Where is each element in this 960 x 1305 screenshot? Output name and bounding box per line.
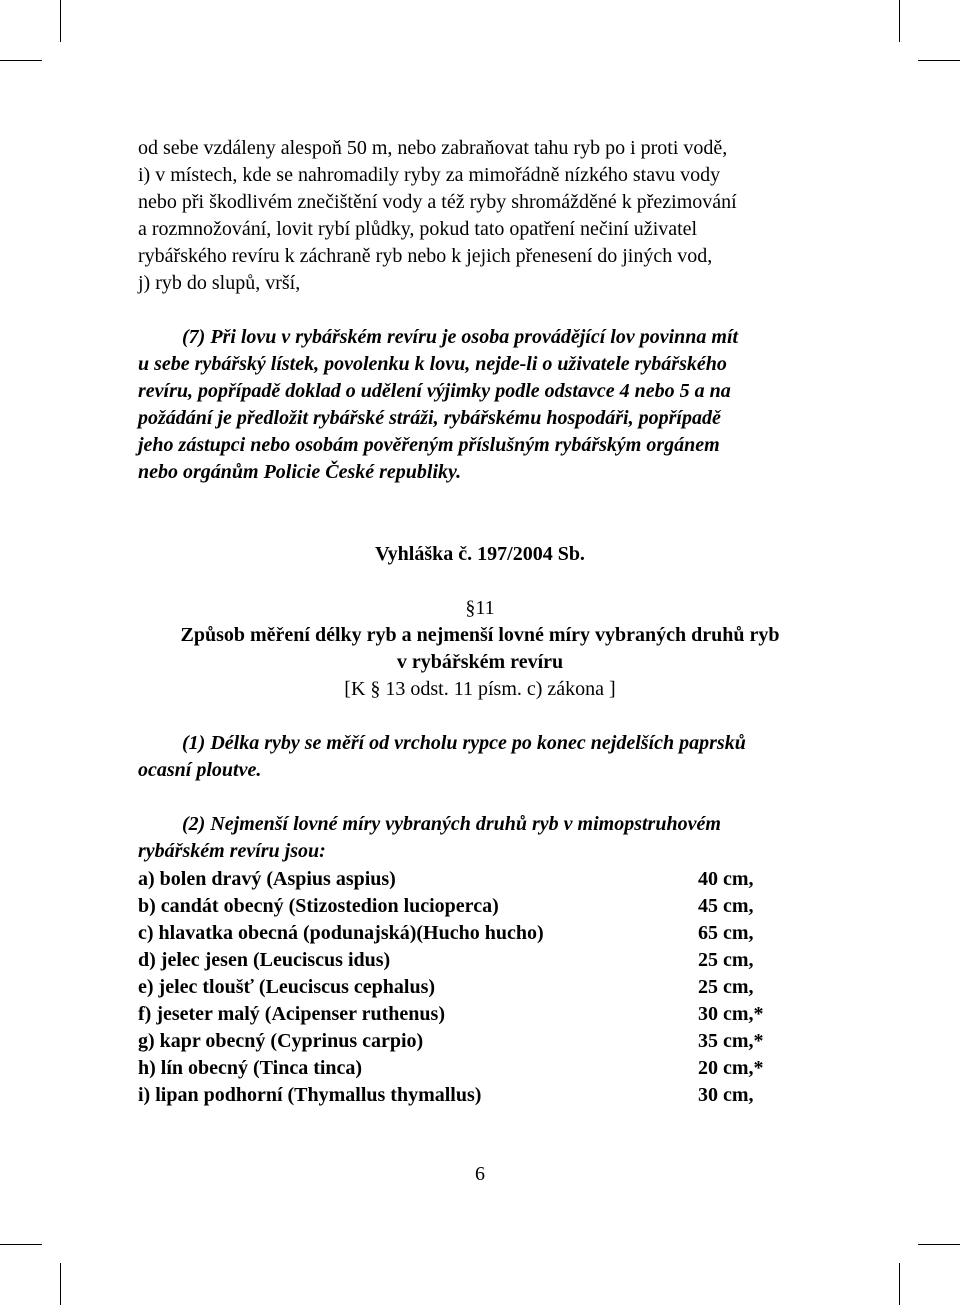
list-item-name: f) jeseter malý (Acipenser ruthenus) [138, 1003, 445, 1025]
list-item-size: 20 cm,* [698, 1057, 764, 1079]
text-line: (7) Při lovu v rybářském revíru je osoba provádějící lov povinna mít [182, 326, 739, 348]
crop-mark [918, 1244, 960, 1245]
list-item-size: 40 cm, [698, 868, 754, 890]
section-number: §11 [465, 597, 495, 619]
crop-mark [0, 1244, 42, 1245]
list-item-name: e) jelec tloušť (Leuciscus cephalus) [138, 976, 436, 998]
page-number: 6 [475, 1163, 485, 1185]
text-line: j) ryb do slupů, vrší, [138, 272, 301, 294]
text-line: a rozmnožování, lovit rybí plůdky, pokud tato opatření nečiní uživatel [138, 218, 698, 240]
text-line: (2) Nejmenší lovné míry vybraných druhů ryb v mimopstruhovém [182, 813, 721, 835]
text-line: jeho zástupci nebo osobám pověřeným příslušným rybářským orgánem [138, 434, 720, 456]
list-item-size: 25 cm, [698, 976, 754, 998]
decree-title: Vyhláška č. 197/2004 Sb. [375, 543, 585, 565]
text-line: nebo orgánům Policie České republiky. [138, 461, 462, 483]
list-item-size: 25 cm, [698, 949, 754, 971]
list-item-name: h) lín obecný (Tinca tinca) [138, 1057, 363, 1079]
text-line: nebo při škodlivém znečištění vody a též ryby shromážděné k přezimování [138, 191, 737, 213]
list-item-size: 65 cm, [698, 922, 754, 944]
text-line: rybářském revíru jsou: [138, 840, 326, 862]
list-item-name: i) lipan podhorní (Thymallus thymallus) [138, 1084, 482, 1106]
list-item-name: b) candát obecný (Stizostedion lucioperca) [138, 895, 499, 917]
list-item-size: 30 cm, [698, 1084, 754, 1106]
text-line: rybářského revíru k záchraně ryb nebo k jejich přenesení do jiných vod, [138, 245, 713, 267]
list-item-name: d) jelec jesen (Leuciscus idus) [138, 949, 391, 971]
text-line: ocasní ploutve. [138, 759, 262, 781]
text-line: (1) Délka ryby se měří od vrcholu rypce po konec nejdelších paprsků [182, 732, 746, 754]
list-item-name: c) hlavatka obecná (podunajská)(Hucho hucho) [138, 922, 544, 944]
text-line: požádání je předložit rybářské stráži, rybářskému hospodáři, popřípadě [138, 407, 721, 429]
list-item-size: 30 cm,* [698, 1003, 764, 1025]
text-line: i) v místech, kde se nahromadily ryby za mimořádně nízkého stavu vody [138, 164, 721, 186]
crop-mark [899, 1263, 900, 1305]
crop-mark [899, 0, 900, 42]
list-item-name: a) bolen dravý (Aspius aspius) [138, 868, 396, 890]
text-line: u sebe rybářský lístek, povolenku k lovu, nejde-li o uživatele rybářského [138, 353, 727, 375]
section-reference: [K § 13 odst. 11 písm. c) zákona ] [344, 678, 616, 700]
section-title: Způsob měření délky ryb a nejmenší lovné míry vybraných druhů ryb [180, 624, 780, 646]
crop-mark [0, 60, 42, 61]
list-item-size: 35 cm,* [698, 1030, 764, 1052]
list-item-name: g) kapr obecný (Cyprinus carpio) [138, 1030, 424, 1052]
crop-mark [60, 1263, 61, 1305]
crop-mark [60, 0, 61, 42]
text-line: revíru, popřípadě doklad o udělení výjimky podle odstavce 4 nebo 5 a na [138, 380, 731, 402]
text-line: od sebe vzdáleny alespoň 50 m, nebo zabraňovat tahu ryb po i proti vodě, [138, 137, 728, 159]
list-item-size: 45 cm, [698, 895, 754, 917]
crop-mark [918, 60, 960, 61]
section-title-continued: v rybářském revíru [396, 651, 564, 673]
